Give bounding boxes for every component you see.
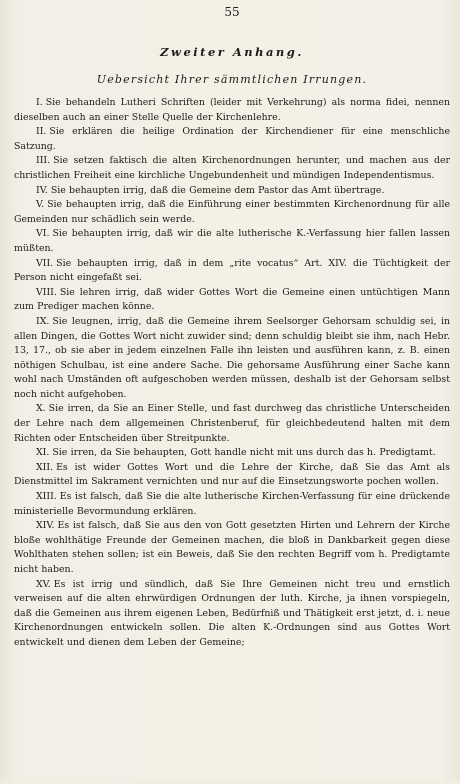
list-item (14, 184, 450, 199)
item-number: XI. (36, 447, 50, 459)
item-text: Es ist irrig und sündlich, daß Sie Ihre Gemeinen nicht treu und ernstlich verweisen auf die alten ehrwürdigen Ordnungen der luth. Kirche, ja ihnen vorspiegeln, daß die Gemeinen aus ihrem eigenen Leben, Bedürfniß und Thätigkeit erst jetzt, d. i. neue Kirchenordnungen entwickeln sollen. Die alten K.-Ordnungen sind aus Gottes Wort entwickelt und dienen dem Leben der Gemeine; (14, 578, 450, 648)
item-number: XIV. (36, 520, 55, 532)
item-number: VII. (36, 257, 54, 269)
item-number: I. (36, 97, 43, 108)
item-number: XIII. (36, 491, 57, 503)
item-text: Sie erklären die heilige Ordination der Kirchendiener für eine menschliche Satzung. (14, 126, 450, 152)
item-text: Es ist wider Gottes Wort und die Lehre der Kirche, daß Sie das Amt als Dienstmittel im Sakrament vernichten und nur auf die Einsetzungsworte pochen wollen. (14, 461, 450, 488)
list-item (14, 125, 450, 154)
item-text: Sie setzen faktisch die alten Kirchenordnungen herunter, und machen aus der christlichen Freiheit eine kirchliche Ungebundenheit und mündigen Independentismus. (14, 155, 450, 181)
list-item (14, 446, 450, 461)
list-item (14, 257, 450, 286)
list-item (14, 402, 450, 446)
item-number: IV. (36, 184, 48, 196)
errors-list (14, 96, 450, 651)
item-number: XII. (36, 461, 54, 473)
list-item (14, 578, 450, 651)
item-number: X. (36, 403, 46, 415)
item-text: Sie behaupten irrig, daß die Gemeine dem Pastor das Amt übertrage. (50, 184, 385, 196)
list-item (14, 461, 450, 490)
item-number: VIII. (36, 286, 57, 298)
overview-title: Uebersicht Ihrer sämmtlichen Irrungen. (96, 73, 368, 86)
item-number: V. (36, 199, 45, 211)
list-item (14, 96, 450, 125)
item-text: Sie behaupten irrig, daß in dem „rite vocatus“ Art. XIV. die Tüchtigkeit der Person nicht eingefaßt sei. (14, 257, 450, 284)
list-item (14, 315, 450, 403)
list-item (14, 198, 450, 227)
item-text: Sie irren, da Sie behaupten, Gott handle nicht mit uns durch das h. Predigtamt. (52, 447, 436, 459)
item-text: Sie lehren irrig, daß wider Gottes Wort die Gemeine einen untüchtigen Mann zum Prediger machen könne. (14, 286, 450, 313)
item-text: Sie irren, da Sie an Einer Stelle, und fast durchweg das christliche Unterscheiden der Lehre nach dem allgemeinen Christenberuf, für gleichbedeutend halten mit dem Richten oder Entscheiden über Streitpunkte. (14, 403, 450, 444)
item-number: IX. (36, 315, 50, 327)
list-item (14, 154, 450, 183)
item-text: Es ist falsch, daß Sie die alte lutherische Kirchen-Verfassung für eine drückende ministerielle Bevormundung erklären. (14, 491, 450, 517)
item-number: XV. (36, 578, 51, 590)
item-text: Sie behaupten irrig, daß wir die alte lutherische K.-Verfassung hier fallen lassen müßten. (14, 228, 450, 254)
page-bottom-edge (0, 778, 460, 784)
item-number: II. (36, 126, 47, 138)
item-text: Sie behandeln Lutheri Schriften (leider mit Verkehrung) als norma fidei, nennen dieselben auch an einer Stelle Quelle der Kirchenlehre. (14, 97, 450, 123)
item-number: VI. (36, 228, 50, 240)
item-text: Sie leugnen, irrig, daß die Gemeine ihrem Seelsorger Gehorsam schuldig sei, in allen Dingen, die Gottes Wort nicht zuwider sind; denn schuldig bleibt sie ihm, nach Hebr. 13, 17., ob sie aber in jedem einzelnen Falle ihn leisten und ausführen kann, z. B. einen nöthigen Schulbau, ist eine andere Sache. Die gehorsame Ausführung einer Sache kann wohl nach Umständen oft aufgeschoben werden müssen, deshalb ist der Gehorsam selbst noch nicht aufgehoben. (14, 315, 450, 400)
item-text: Sie behaupten irrig, daß die Einführung einer bestimmten Kirchenordnung für alle Gemeinden nur schädlich sein werde. (14, 199, 450, 225)
page-number: 55 (224, 5, 240, 19)
item-text: Es ist falsch, daß Sie aus den von Gott gesetzten Hirten und Lehrern der Kirche bloße wohlthätige Freunde der Gemeinen machen, die bloß in Dankbarkeit gegen diese Wohlthaten stehen sollen; ist ein Beweis, daß Sie den rechten Begriff vom h. Predigtamte nicht haben. (14, 520, 450, 575)
list-item (14, 286, 450, 315)
list-item (14, 490, 450, 519)
list-item (14, 227, 450, 256)
appendix-title: Zweiter Anhang. (160, 45, 304, 59)
list-item (14, 519, 450, 577)
item-number: III. (36, 155, 51, 167)
